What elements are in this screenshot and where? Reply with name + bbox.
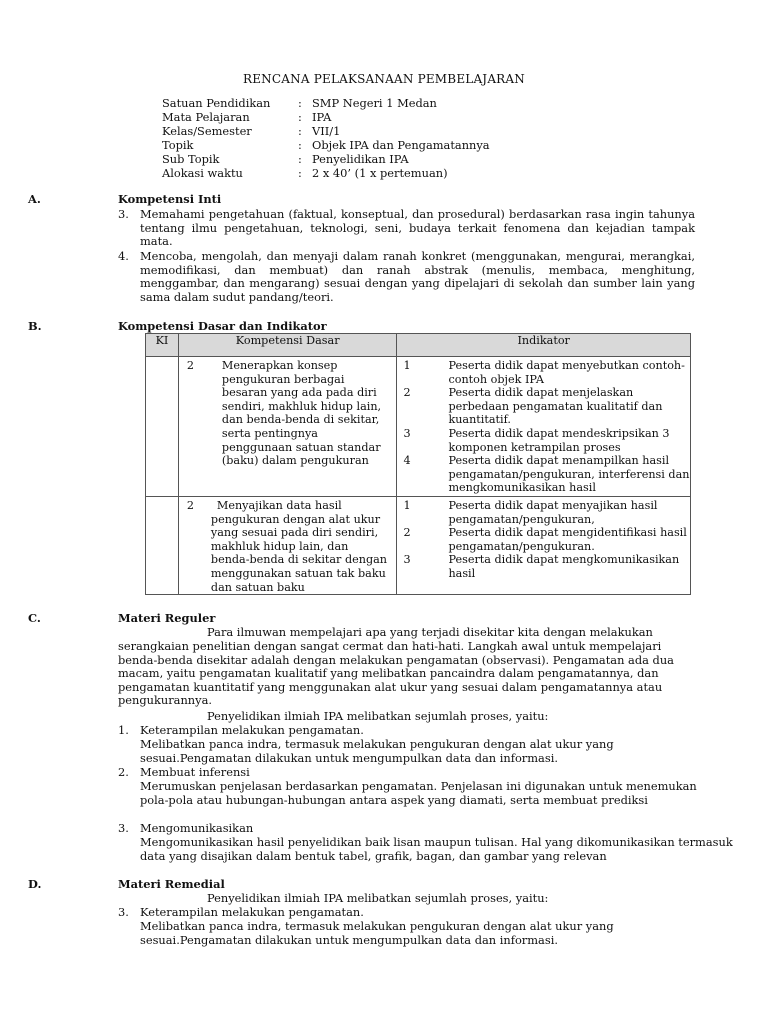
- indicator-item: [397, 553, 690, 580]
- section-b-title: Kompetensi Dasar dan Indikator: [118, 319, 327, 333]
- identity-row: [162, 153, 490, 167]
- ki-cell: [146, 497, 179, 595]
- kd-cell: [178, 357, 397, 497]
- indicator-number: 3: [403, 553, 411, 567]
- indicator-item: [397, 526, 690, 553]
- section-d-letter: D.: [28, 877, 42, 891]
- identity-colon: :: [298, 124, 302, 138]
- identity-value: VII/1: [312, 124, 341, 138]
- ki-cell: [146, 357, 179, 497]
- kd-number: 2: [186, 499, 195, 512]
- identity-colon: :: [298, 110, 302, 124]
- kd-cell: [178, 497, 397, 595]
- indicator-item: [397, 359, 690, 386]
- indicator-cell: [397, 497, 691, 595]
- process-body: Merumuskan penjelasan berdasarkan pengamatan. Penjelasan ini digunakan untuk menemukan pola-pola atau hubungan-hubungan antara aspek yang diamati, serta membuat prediksi: [140, 779, 697, 807]
- identity-colon: :: [298, 96, 302, 110]
- process-number: 1.: [118, 723, 129, 737]
- table-row: [146, 497, 691, 595]
- indicator-number: 2: [403, 526, 411, 540]
- process-number: 3.: [118, 821, 129, 835]
- process-body: Mengomunikasikan hasil penyelidikan baik lisan maupun tulisan. Hal yang dikomunikasikan termasuk data yang disajikan dalam bentuk tabel, grafik, bagan, dan gambar yang relevan: [140, 835, 733, 863]
- identity-key: Sub Topik: [162, 152, 220, 166]
- indicator-item: [397, 386, 690, 427]
- ki-item-text: Mencoba, mengolah, dan menyaji dalam ranah konkret (menggunakan, mengurai, merangkai, memodifikasi, dan membuat) dan ranah abstrak (menulis, membaca, menghitung, menggambar, dan mengarang) sesuai dengan yang dipelajari di sekolah dan sumber lain yang sama dalam sudut pandang/teori.: [140, 249, 695, 304]
- identity-row: [162, 97, 490, 111]
- section-b-letter: B.: [28, 319, 42, 333]
- header-indicator: Indikator: [397, 334, 691, 357]
- identity-value: Penyelidikan IPA: [312, 152, 409, 166]
- ki-item-text: Memahami pengetahuan (faktual, konseptual, dan prosedural) berdasarkan rasa ingin tahunya tentang ilmu pengetahuan, teknologi, seni, budaya terkait fenomena dan kejadian tampak mata.: [140, 207, 695, 249]
- indicator-text: Peserta didik dapat menyajikan hasil pengamatan/pengukuran,: [448, 499, 658, 526]
- section-d-title: Materi Remedial: [118, 877, 225, 891]
- identity-key: Kelas/Semester: [162, 124, 252, 138]
- table-row: [146, 357, 691, 497]
- section-a-title: Kompetensi Inti: [118, 192, 222, 206]
- identity-colon: :: [298, 138, 302, 152]
- remedial-lead: Penyelidikan ilmiah IPA melibatkan sejumlah proses, yaitu:: [207, 891, 549, 905]
- materi-intro-paragraph: serangkaian penelitian dengan sangat cermat dan hati-hati. Langkah awal untuk mempelajari benda-benda disekitar adalah dengan melakukan pengamatan (observasi). Pengamatan ada dua macam, yaitu pengamatan kualitatif yang melibatkan pancaindra dalam pengamatannya, dan pengamatan kuantitatif yang menggunakan alat ukur yang sesuai dalam pengamatannya atau pengukurannya.: [118, 639, 674, 708]
- section-c-letter: C.: [28, 611, 41, 625]
- identity-value: Objek IPA dan Pengamatannya: [312, 138, 490, 152]
- remedial-heading: Keterampilan melakukan pengamatan.: [140, 905, 364, 919]
- indicator-number: 1: [403, 499, 411, 512]
- materi-lead: Penyelidikan ilmiah IPA melibatkan sejumlah proses, yaitu:: [207, 709, 549, 723]
- indicator-number: 4: [403, 454, 411, 468]
- indicator-text: Peserta didik dapat menampilkan hasil pengamatan/pengukuran, interferensi dan mengkomunikasikan hasil: [448, 454, 690, 495]
- identity-block: [162, 97, 490, 181]
- process-heading: Membuat inferensi: [140, 765, 250, 779]
- table-header-row: [146, 334, 691, 357]
- identity-key: Satuan Pendidikan: [162, 96, 271, 110]
- document-title: RENCANA PELAKSANAAN PEMBELAJARAN: [242, 72, 525, 86]
- indicator-number: 3: [403, 426, 411, 440]
- ki-item-number: 3.: [118, 207, 129, 221]
- materi-intro-first-line: Para ilmuwan mempelajari apa yang terjadi disekitar kita dengan melakukan: [207, 625, 653, 639]
- kd-text: Menyajikan data hasil pengukuran dengan alat ukur yang sesuai pada diri sendiri, makhluk hidup lain, dan benda-benda di sekitar dengan menggunakan satuan tak baku dan satuan baku: [210, 499, 387, 594]
- kd-text: Menerapkan konsep pengukuran berbagai besaran yang ada pada diri sendiri, makhluk hidup lain, dan benda-benda di sekitar, serta pentingnya penggunaan satuan standar (baku) dalam pengukuran: [221, 359, 382, 468]
- header-ki: KI: [146, 334, 179, 357]
- process-body: Melibatkan panca indra, termasuk melakukan pengukuran dengan alat ukur yang sesuai.Pengamatan dilakukan untuk mengumpulkan data dan informasi.: [140, 737, 614, 765]
- kd-number: 2: [186, 359, 195, 372]
- remedial-body: Melibatkan panca indra, termasuk melakukan pengukuran dengan alat ukur yang sesuai.Pengamatan dilakukan untuk mengumpulkan data dan informasi.: [140, 919, 614, 947]
- indicator-item: [397, 454, 690, 495]
- header-kd: Kompetensi Dasar: [178, 334, 397, 357]
- indicator-text: Peserta didik dapat mengidentifikasi hasil pengamatan/pengukuran.: [448, 526, 687, 553]
- identity-key: Topik: [162, 138, 194, 152]
- identity-row: [162, 111, 490, 125]
- process-heading: Mengomunikasikan: [140, 821, 254, 835]
- remedial-number: 3.: [118, 905, 129, 919]
- identity-value: 2 x 40’ (1 x pertemuan): [312, 166, 448, 180]
- identity-row: [162, 125, 490, 139]
- identity-row: [162, 167, 490, 181]
- identity-value: SMP Negeri 1 Medan: [312, 96, 437, 110]
- competency-table: [145, 333, 691, 595]
- indicator-item: [397, 427, 690, 454]
- indicator-number: 2: [403, 386, 411, 400]
- section-c-title: Materi Reguler: [118, 611, 216, 625]
- section-a-letter: A.: [28, 192, 41, 206]
- indicator-text: Peserta didik dapat menjelaskan perbedaan pengamatan kualitatif dan kuantitatif.: [448, 386, 663, 427]
- process-heading: Keterampilan melakukan pengamatan.: [140, 723, 364, 737]
- indicator-text: Peserta didik dapat mengkomunikasikan hasil: [448, 553, 680, 580]
- indicator-text: Peserta didik dapat mendeskripsikan 3 komponen ketrampilan proses: [448, 426, 670, 454]
- process-number: 2.: [118, 765, 129, 779]
- identity-row: [162, 139, 490, 153]
- indicator-text: Peserta didik dapat menyebutkan contoh-contoh objek IPA: [448, 359, 685, 386]
- identity-key: Alokasi waktu: [162, 166, 243, 180]
- ki-item-number: 4.: [118, 249, 129, 263]
- indicator-cell: [397, 357, 691, 497]
- indicator-number: 1: [403, 359, 411, 372]
- identity-value: IPA: [312, 110, 332, 124]
- indicator-item: [397, 499, 690, 526]
- identity-key: Mata Pelajaran: [162, 110, 250, 124]
- identity-colon: :: [298, 152, 302, 166]
- identity-colon: :: [298, 166, 302, 180]
